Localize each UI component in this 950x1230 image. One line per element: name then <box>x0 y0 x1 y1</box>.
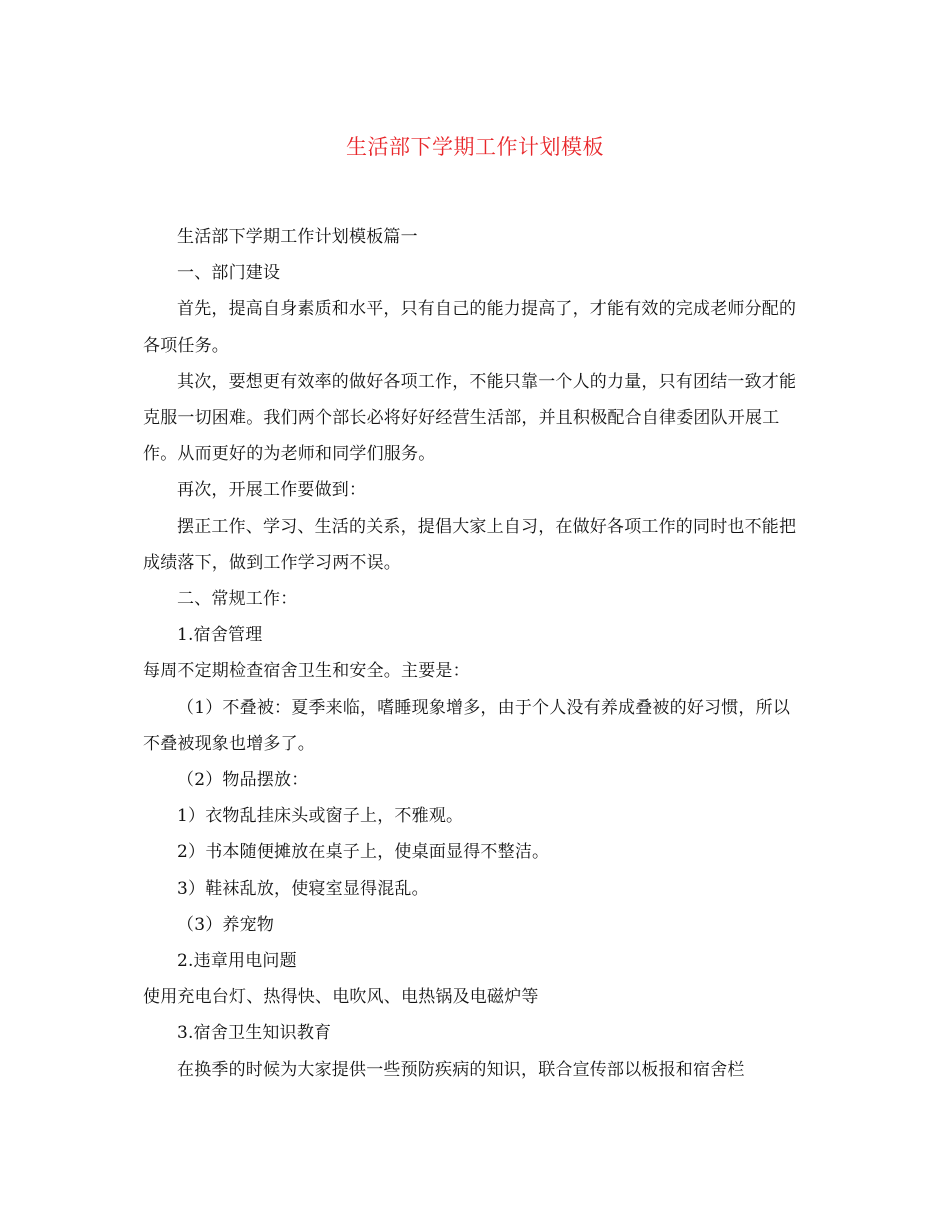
paragraph: 其次，要想更有效率的做好各项工作，不能只靠一个人的力量，只有团结一致才能克服一切困难。我们两个部长必将好好经营生活部，并且积极配合自律委团队开展工作。从而更好的为老师和同学们服务。 <box>143 371 797 465</box>
paragraph: 使用充电台灯、热得快、电吹风、电热锅及电磁炉等 <box>143 987 539 1008</box>
paragraph-list-item: （2）物品摆放： <box>177 770 309 791</box>
paragraph-section-heading: 生活部下学期工作计划模板篇一 <box>177 227 418 247</box>
paragraph-subheading: 1.宿舍管理 <box>177 625 263 646</box>
paragraph-list-item: 2）书本随便摊放在桌子上，使桌面显得不整洁。 <box>177 842 550 863</box>
paragraph-list-item: 1）衣物乱挂床头或窗子上，不雅观。 <box>177 806 464 827</box>
paragraph: 再次，开展工作要做到： <box>177 480 367 501</box>
paragraph-list-item: （3）养宠物 <box>177 914 275 935</box>
paragraph-subheading: 3.宿舍卫生知识教育 <box>177 1023 332 1044</box>
paragraph-heading-routine: 二、常规工作： <box>177 589 298 610</box>
paragraph: 摆正工作、学习、生活的关系，提倡大家上自习，在做好各项工作的同时也不能把成绩落下，做到工作学习两不误。 <box>143 516 797 573</box>
document-body <box>143 219 797 1088</box>
paragraph-heading-department: 一、部门建设 <box>177 263 281 284</box>
paragraph: 在换季的时候为大家提供一些预防疾病的知识，联合宣传部以板报和宿舍栏 <box>177 1059 745 1080</box>
document-title: 生活部下学期工作计划模板 <box>346 135 604 159</box>
paragraph: 首先，提高自身素质和水平，只有自己的能力提高了，才能有效的完成老师分配的各项任务。 <box>143 299 797 356</box>
paragraph-list-item: 3）鞋袜乱放，使寝室显得混乱。 <box>177 878 429 899</box>
paragraph-list-item: （1）不叠被：夏季来临，嗜睡现象增多，由于个人没有养成叠被的好习惯，所以不叠被现象也增多了。 <box>143 697 791 754</box>
paragraph-subheading: 2.违章用电问题 <box>177 951 297 972</box>
paragraph: 每周不定期检查宿舍卫生和安全。主要是： <box>143 661 470 682</box>
